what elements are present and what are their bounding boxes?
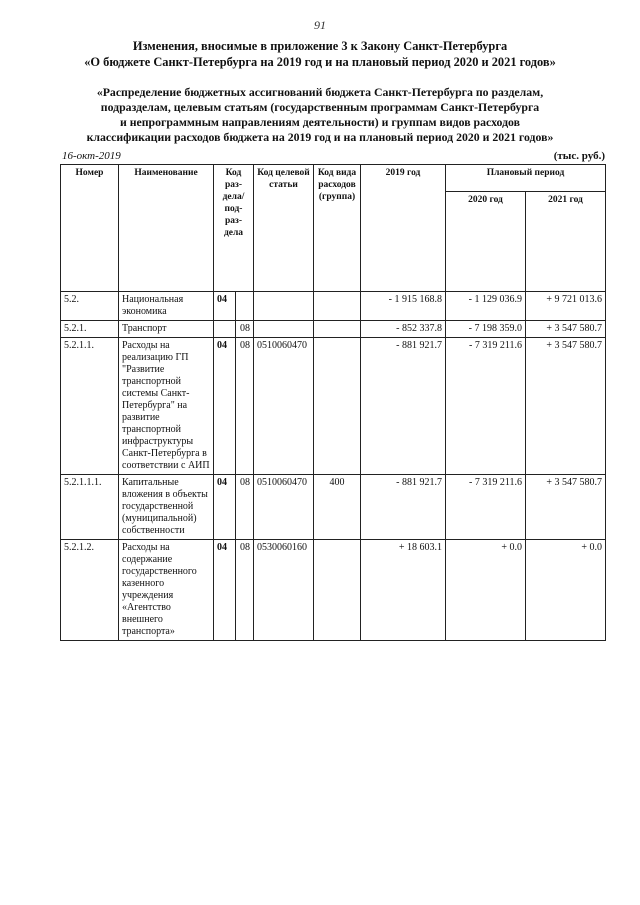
- row-2021: + 9 721 013.6: [526, 292, 606, 321]
- row-target: [254, 292, 314, 321]
- document-title: [40, 38, 600, 70]
- document-date: 16-окт-2019: [62, 150, 121, 162]
- row-2019: - 1 915 168.8: [361, 292, 446, 321]
- subtitle-line: классификации расходов бюджета на 2019 год и на плановый период 2020 и 2021 годов»: [86, 130, 554, 144]
- row-2021: + 3 547 580.7: [526, 475, 606, 540]
- row-name: Транспорт: [119, 321, 214, 338]
- header-number: Номер: [61, 165, 119, 292]
- header-2019: 2019 год: [361, 165, 446, 292]
- row-section: 04: [214, 540, 236, 641]
- row-target: [254, 321, 314, 338]
- row-name: Капитальные вложения в объекты государственной (муниципальной) собственности: [119, 475, 214, 540]
- table-row: [61, 321, 606, 338]
- header-target-code: Код целевой статьи: [254, 165, 314, 292]
- row-2020: - 7 198 359.0: [446, 321, 526, 338]
- row-number: 5.2.1.1.: [61, 338, 119, 475]
- title-line: «О бюджете Санкт-Петербурга на 2019 год и на плановый период 2020 и 2021 годов»: [84, 55, 556, 69]
- row-subsection: 08: [236, 338, 254, 475]
- row-2021: + 3 547 580.7: [526, 338, 606, 475]
- row-target: 0510060470: [254, 475, 314, 540]
- row-number: 5.2.1.2.: [61, 540, 119, 641]
- row-name: Расходы на содержание государственного казенного учреждения «Агентство внешнего транспорта»: [119, 540, 214, 641]
- header-2021: 2021 год: [526, 192, 606, 292]
- subtitle-line: и непрограммным направлениям деятельности) и группам видов расходов: [119, 115, 521, 129]
- row-subsection: 08: [236, 540, 254, 641]
- units-label: (тыс. руб.): [553, 150, 605, 162]
- row-subsection: 08: [236, 475, 254, 540]
- header-2020: 2020 год: [446, 192, 526, 292]
- document-subtitle: [40, 85, 600, 145]
- row-2020: + 0.0: [446, 540, 526, 641]
- header-name: Наименование: [119, 165, 214, 292]
- header-expense-group: Код вида расходов (группа): [314, 165, 361, 292]
- row-section: 04: [214, 338, 236, 475]
- row-group: [314, 292, 361, 321]
- subtitle-line: «Распределение бюджетных ассигнований бюджета Санкт-Петербурга по разделам,: [96, 85, 544, 99]
- row-name: Национальная экономика: [119, 292, 214, 321]
- row-target: 0510060470: [254, 338, 314, 475]
- header-planned-period: Плановый период: [446, 165, 606, 192]
- row-section: 04: [214, 292, 236, 321]
- row-2019: + 18 603.1: [361, 540, 446, 641]
- row-number: 5.2.1.1.1.: [61, 475, 119, 540]
- table-row: [61, 292, 606, 321]
- row-2021: + 3 547 580.7: [526, 321, 606, 338]
- row-2019: - 881 921.7: [361, 475, 446, 540]
- row-2019: - 852 337.8: [361, 321, 446, 338]
- row-target: 0530060160: [254, 540, 314, 641]
- table-row: [61, 475, 606, 540]
- row-group: [314, 540, 361, 641]
- row-number: 5.2.1.: [61, 321, 119, 338]
- subtitle-line: подразделам, целевым статьям (государственным программам Санкт-Петербурга: [100, 100, 540, 114]
- row-2020: - 7 319 211.6: [446, 475, 526, 540]
- row-section: 04: [214, 475, 236, 540]
- row-group: [314, 321, 361, 338]
- header-section-code: Код раз-дела/ под-раз-дела: [214, 165, 254, 292]
- row-2020: - 7 319 211.6: [446, 338, 526, 475]
- row-name: Расходы на реализацию ГП "Развитие транспортной системы Санкт-Петербурга" на развитие транспортной инфраструктуры Санкт-Петербурга в соответствии с АИП: [119, 338, 214, 475]
- row-group: [314, 338, 361, 475]
- row-number: 5.2.: [61, 292, 119, 321]
- row-subsection: [236, 292, 254, 321]
- row-group: 400: [314, 475, 361, 540]
- budget-table: [60, 164, 606, 641]
- row-subsection: 08: [236, 321, 254, 338]
- row-2020: - 1 129 036.9: [446, 292, 526, 321]
- table-row: [61, 338, 606, 475]
- row-2021: + 0.0: [526, 540, 606, 641]
- table-row: [61, 540, 606, 641]
- row-section: [214, 321, 236, 338]
- page-number: 91: [314, 18, 326, 32]
- title-line: Изменения, вносимые в приложение 3 к Закону Санкт-Петербурга: [132, 39, 508, 53]
- row-2019: - 881 921.7: [361, 338, 446, 475]
